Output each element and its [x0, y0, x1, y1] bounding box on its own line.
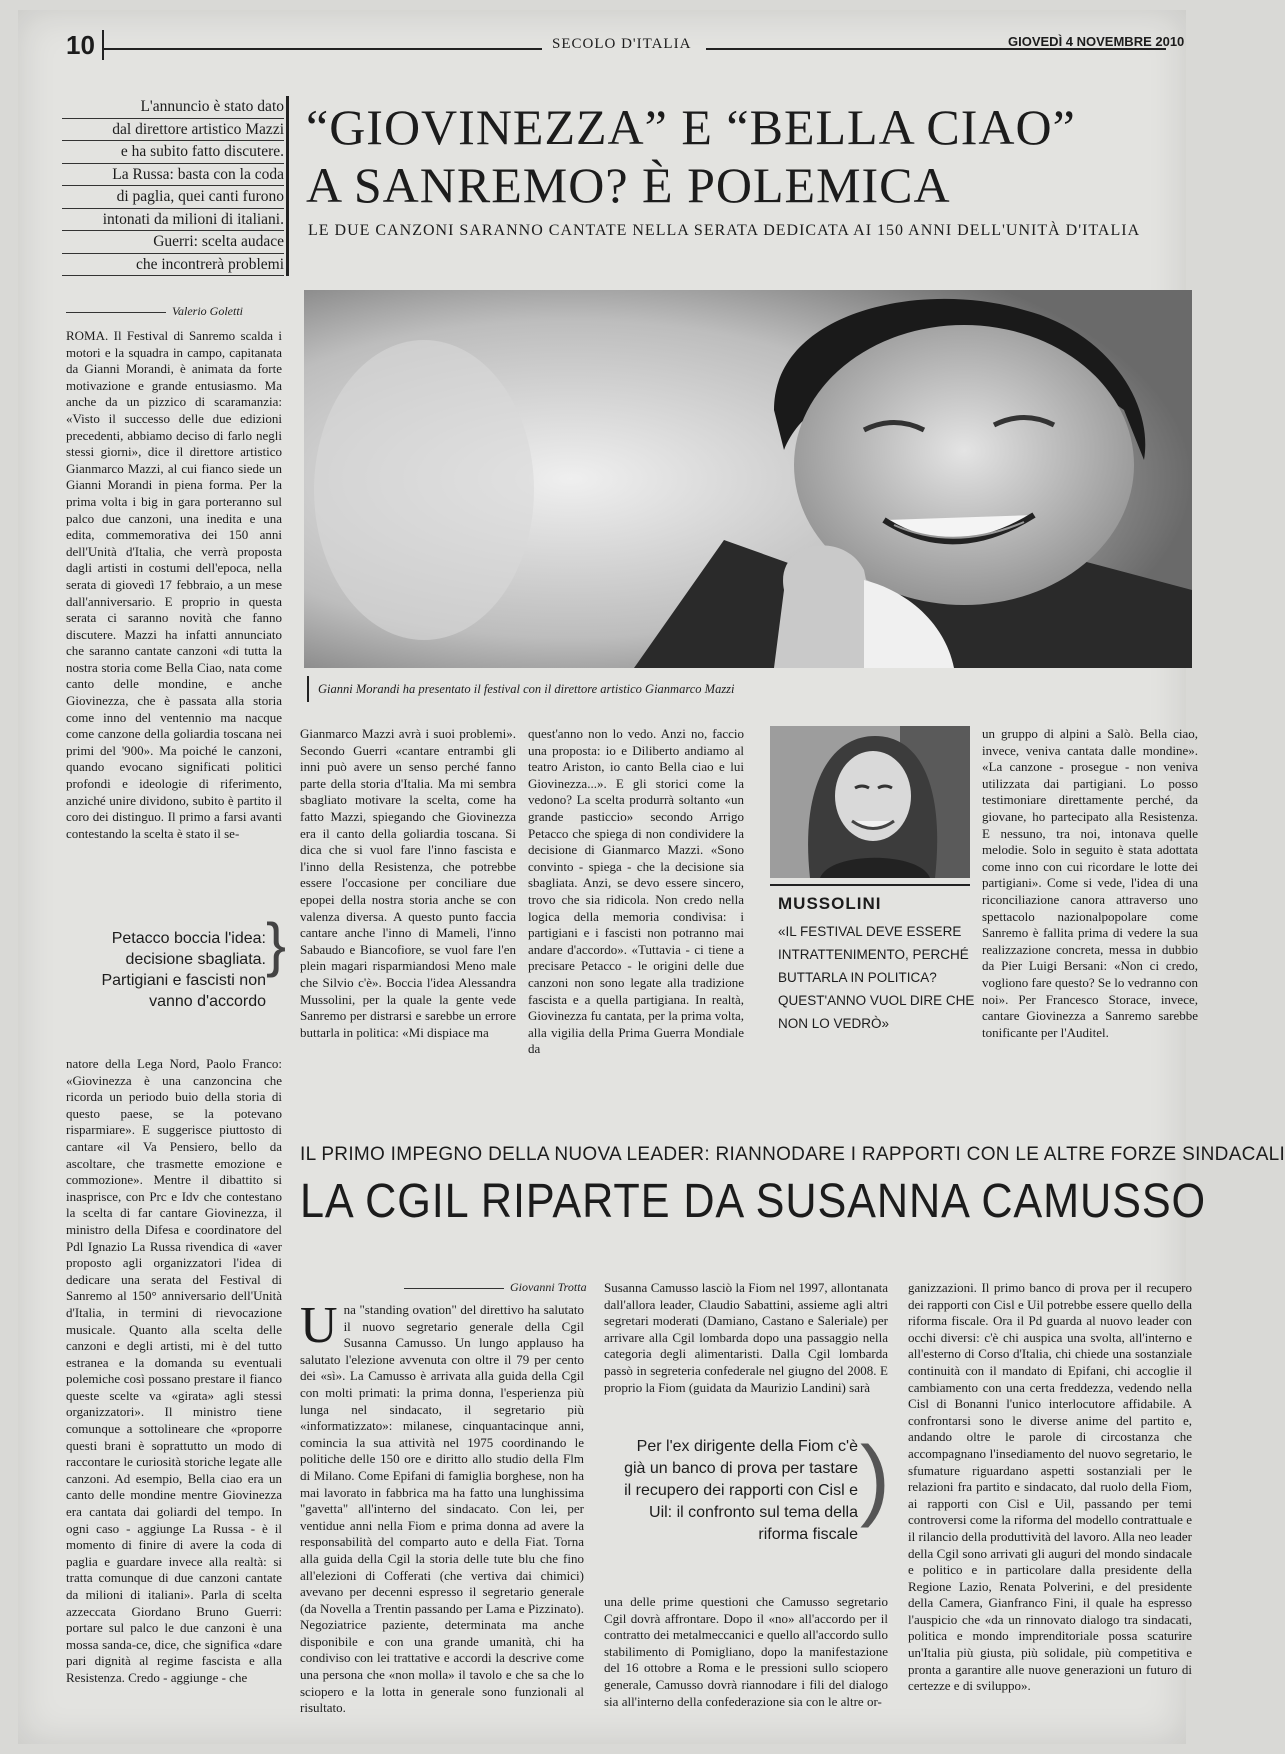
photo-caption: Gianni Morandi ha presentato il festival con il direttore artistico Gianmarco Mazzi — [318, 682, 735, 696]
article1-column3: quest'anno non lo vedo. Anzi no, faccio una proposta: io e Diliberto andiamo al teatro Ariston, io canto Bella ciao e lui Giovinezza...». E gli storici come la vedono? La scelta produrrà soltanto «un grande pasticcio» secondo Arrigo Petacco che spiega di non condividere la decisione di Gianmarco Mazzi. «Sono convinto - spiega - che la decisione sia sbagliata. Anzi, se devo essere sincero, trovo che sia ridicola. Non credo nella logica della memoria condivisa: i partigiani e i fascisti non potranno mai andare d'accordo». «Tuttavia - ci tiene a precisare Petacco - le origini delle due canzoni non sono legate alla tradizione fascista e a quella partigiana. In realtà, Giovinezza fu cantata, per la prima volta, alla vigilia della Prima Guerra Mondiale da — [528, 726, 744, 1057]
newspaper-name: SECOLO D'ITALIA — [552, 36, 692, 52]
page-number: 10 — [66, 30, 95, 60]
fiom-pull-quote: Per l'ex dirigente della Fiom c'è già un banco di prova per tastare il recupero dei rapporti con Cisl e Uil: il confronto sul tema della riforma fiscale — [624, 1438, 858, 1543]
article2-kicker: IL PRIMO IMPEGNO DELLA NUOVA LEADER: RIANNODARE I RAPPORTI CON LE ALTRE FORZE SINDACALI — [300, 1144, 1285, 1165]
headline: “GIOVINEZZA” E “BELLA CIAO” A SANREMO? È POLEMICA — [306, 99, 1076, 213]
side-pull-quote: L'annuncio è stato dato dal direttore artistico Mazzi e ha subito fatto discutere. La Russa: basta con la coda di paglia, quei canti furono intonati da milioni di italiani. Guerri: scelta audace che incontrerà problemi — [62, 96, 284, 276]
alessandra-mussolini-photo — [770, 726, 970, 878]
subheadline: LE DUE CANZONI SARANNO CANTATE NELLA SERATA DEDICATA AI 150 ANNI DELL'UNITÀ D'ITALIA — [308, 222, 1141, 239]
header-divider — [102, 30, 104, 60]
article1-column1-bottom: natore della Lega Nord, Paolo Franco: «Giovinezza è una canzoncina che ricorda un periodo buio della storia di questo paese, se la potevano risparmiare». E suggerisce piuttosto di cantare «il Va Pensiero, bello da ascoltare, che trasmette emozione e commozione». Mentre il dibattito si inasprisce, con Prc e Idv che contestano la scelta di far cantare Giovinezza, il ministro della Difesa e coordinatore del Pdl Ignazio La Russa rivendica di «aver proposto agli organizzatori l'idea di dedicare una serata del Festival di Sanremo al 150° anniversario dell'Unità d'Italia, in termini di rievocazione musicale. Quanto alla scelta delle canzoni e degli artisti, mi è del tutto estranea e la domanda su eventuali polemiche così possano prestare il fianco queste scelte va «girata» agli stessi organizzatori». Il ministro tiene comunque a sottolineare che «proporre questi brani è soprattutto un modo di raccontare le curiosità storiche legate alle canzoni. Ad esempio, Bella ciao era un canto delle mondine mentre Giovinezza era cantata dai goliardi del tempo. In ogni caso - aggiunge La Russa - è il momento di finire di avere la coda di paglia e guardare invece alla realtà: si tratta comunque di due canzoni cantate da milioni di italiani». Parla di scelta azzeccata Giordano Bruno Guerri: portare sul palco le due canzoni è una mossa sanda-ce, dice, che significa «dare pari dignità al regime fascista e alla Resistenza. Credo - aggiunge - che — [66, 1056, 282, 1685]
dropcap: U — [300, 1297, 338, 1354]
brace-icon: } — [266, 911, 287, 978]
petacco-pull-quote: Petacco boccia l'idea: decisione sbagliata. Partigiani e fascisti non vanno d'accordo — [101, 930, 266, 1010]
brace-icon: ) — [860, 1429, 890, 1529]
mussolini-quote: «IL FESTIVAL DEVE ESSERE INTRATTENIMENTO, PERCHÉ BUTTARLA IN POLITICA? QUEST'ANNO VUOL DIRE CHE NON LO VEDRÒ» — [778, 924, 975, 1031]
article2-column2-bottom: una delle prime questioni che Camusso segretario Cgil dovrà affrontare. Dopo il «no» all'accordo per il contratto dei metalmeccanici e quello all'accordo sullo stabilimento di Pomigliano, dopo la manifestazione del 16 ottobre a Roma e le pressioni sullo sciopero generale, Camusso dovrà riannodare i fili del dialogo sia all'interno della confederazione sia con le altre or- — [604, 1594, 888, 1709]
issue-date: GIOVEDÌ 4 NOVEMBRE 2010 — [1008, 34, 1185, 49]
gianni-morandi-photo — [304, 290, 1192, 668]
article2-headline: LA CGIL RIPARTE DA SUSANNA CAMUSSO — [300, 1175, 1207, 1228]
mussolini-rule — [770, 884, 970, 886]
article1-column5: un gruppo di alpini a Salò. Bella ciao, invece, veniva cantata dalle mondine». «La canzone - prosegue - non veniva utilizzata dai partigiani. Lo posso testimoniare direttamente perché, da giovane, ho partecipato alla Resistenza. E nessuno, tra noi, intonava quelle melodie. Solo in seguito è stata adottata come inno con cui ricordare le lotte dei partigiani». Come si vede, l'idea di una riconciliazione canora attraverso uno spettacolo nazionalpopolare come Sanremo è fallita prima di vedere la sua realizzazione concreta, messa in dubbio da Pier Luigi Bersani: «Non ci credo, vogliono fare questo? Se lo vedranno con noi». Per Francesco Storace, invece, cantare Giovinezza a Sanremo sarebbe tonificante per l'Auditel. — [982, 726, 1198, 1040]
article1-column1-top: ROMA. Il Festival di Sanremo scalda i motori e la squadra in campo, capitanata da Gianni Morandi, è animata da forte motivazione e grande entusiasmo. Ma anche da un pizzico di scaramanzia: «Visto il successo delle due edizioni precedenti, abbiamo deciso di farlo negli stessi giorni», dice il direttore artistico Gianmarco Mazzi, al cui fianco siede un Gianni Morandi in piena forma. Per la prima volta i big in gara porteranno sul palco due canzoni, una inedita e una edita, commemorativa dei 150 anni dell'Unità d'Italia, che verrà proposta dagli artisti in costumi dell'epoca, nella serata di giovedì 17 febbraio, a un mese dall'anniversario. E proprio in questa serata ci saranno novità che fanno discutere. Mazzi ha infatti annunciato che saranno cantate canzoni «di tutta la nostra storia come Bella Ciao, nata come canto delle mondine, e anche Giovinezza, che è passata alla storia come inno del ventennio ma nacque come canzone della goliardia toscana nei primi del '900». Ma poiché le canzoni, quando evocano significati politici profondi e ideologie di riferimento, anziché unire dividono, subito è partito il coro dei distinguo. Il primo a farsi avanti contestando la scelta è stato il se- — [66, 328, 282, 841]
article2-byline: Giovanni Trotta — [404, 1280, 587, 1295]
caption-bar — [307, 676, 309, 702]
article1-column2: Gianmarco Mazzi avrà i suoi problemi». Secondo Guerri «cantare entrambi gli inni può avere un senso perché fanno parte della storia d'Italia. Ma mi sembra sbagliato motivare la scelta, come ha fatto Mazzi, spiegando che Giovinezza era il canto della goliardia toscana. Si dica che si vuol fare l'inno fascista e l'inno della Resistenza, che potrebbe essere l'occasione per conciliare due epopei della nostra storia anche se con valenza diversa. A questo punto faccia cantare anche l'inno di Mameli, l'inno Sabaudo e Biancofiore, se vuol fare l'en plein magari risparmiandosi Meno male che Silvio c'è». Boccia l'idea Alessandra Mussolini, per la quale la gente vede Sanremo per distrarsi e sarebbe un errore buttarla in politica: «Mi dispiace ma — [300, 726, 516, 1040]
article2-column1: U na "standing ovation" del direttivo ha salutato il nuovo segretario generale della Cgil Susanna Camusso. Un lungo applauso ha salutato l'elezione avvenuta con oltre il 79 per cento dei «sì». La Camusso è arrivata alla guida della Cgil con molti primati: la prima donna, l'esperienza più lunga nel sindacato, il segretario più «informatizzato»: milanese, cinquantacinque anni, comincia la sua attività nel 1975 coordinando le politiche delle 150 ore e diritto allo studio della Flm di Milano. Come Epifani di famiglia borghese, non ha mai lavorato in fabbrica ma ha fatto una lunghissima "gavetta" all'interno del sindacato. Con lei, per ventidue anni nella Fiom e prima donna ad avere la responsabilità del comparto auto e della Fiat. Torna alla guida della Cgil la storia delle tute blu che fino all'elezioni di Cofferati (che vertiva dai chimici) avevano per decenni espresso il segretario generale (da Novella a Trentin passando per Lama e Pizzinato). Negoziatrice paziente, determinata ma anche disponibile e con una grande umanità, chi ha condiviso con lei trattative e accordi la descrive come una persona che «non molla» il tavolo e che sa che lo sciopero e la lotta in generale sono funzionali al risultato. — [300, 1297, 584, 1716]
author-byline: Valerio Goletti — [66, 304, 243, 319]
header-rule-left — [102, 48, 542, 50]
mussolini-label: MUSSOLINI — [778, 894, 882, 913]
side-quote-bar — [286, 96, 289, 276]
newspaper-page — [18, 10, 1285, 1744]
article2-column2-top: Susanna Camusso lasciò la Fiom nel 1997, allontanata dall'allora leader, Claudio Sabattini, assieme agli altri segretari moderati (Damiano, Castano e Saleriale) per arrivare alla Cgil lombarda dopo una passaggio nella categoria degli alimentaristi. Dalla Cgil lombarda passò in segreteria confederale nel giugno del 2008. E proprio la Fiom (guidata da Maurizio Landini) sarà — [604, 1280, 888, 1395]
article2-column3: ganizzazioni. Il primo banco di prova per il recupero dei rapporti con Cisl e Uil potrebbe essere quello della riforma fiscale. Ora il Pd guarda al nuovo leader con occhi diversi: c'è chi auspica una svolta, all'interno e all'esterno di Corso d'Italia, chi chiede una sostanziale continuità con il mandato di Epifani, chi accoglie il cambiamento con una certa freddezza, vedendo nella Cisl di Bonanni l'unico interlocutore affidabile. A confrontarsi sono le diverse anime del partito e, andando oltre le parole di circostanza che accompagnano l'insediamento del nuovo segretario, le sfumature riguardano aspetti sostanziali per le relazioni fra partito e sindacato, dal ruolo della Fiom, ai rapporti con Cisl e Uil, passando per temi controversi come la riforma del modello contrattuale e il rilancio della produttività del lavoro. Alla neo leader della Cgil sono arrivati gli auguri del mondo sindacale e politico e in particolare dalla presidente della Regione Lazio, Renata Polverini, e del presidente della Camera, Gianfranco Fini, il quale ha espresso l'auspicio che «da un rinnovato dialogo tra sindacati, politica e mondo imprenditoriale possa scaturire un'Italia più giusta, più solidale, più competitiva e pronta a garantire alle nuove generazioni un futuro di certezze e di sviluppo». — [908, 1280, 1192, 1694]
